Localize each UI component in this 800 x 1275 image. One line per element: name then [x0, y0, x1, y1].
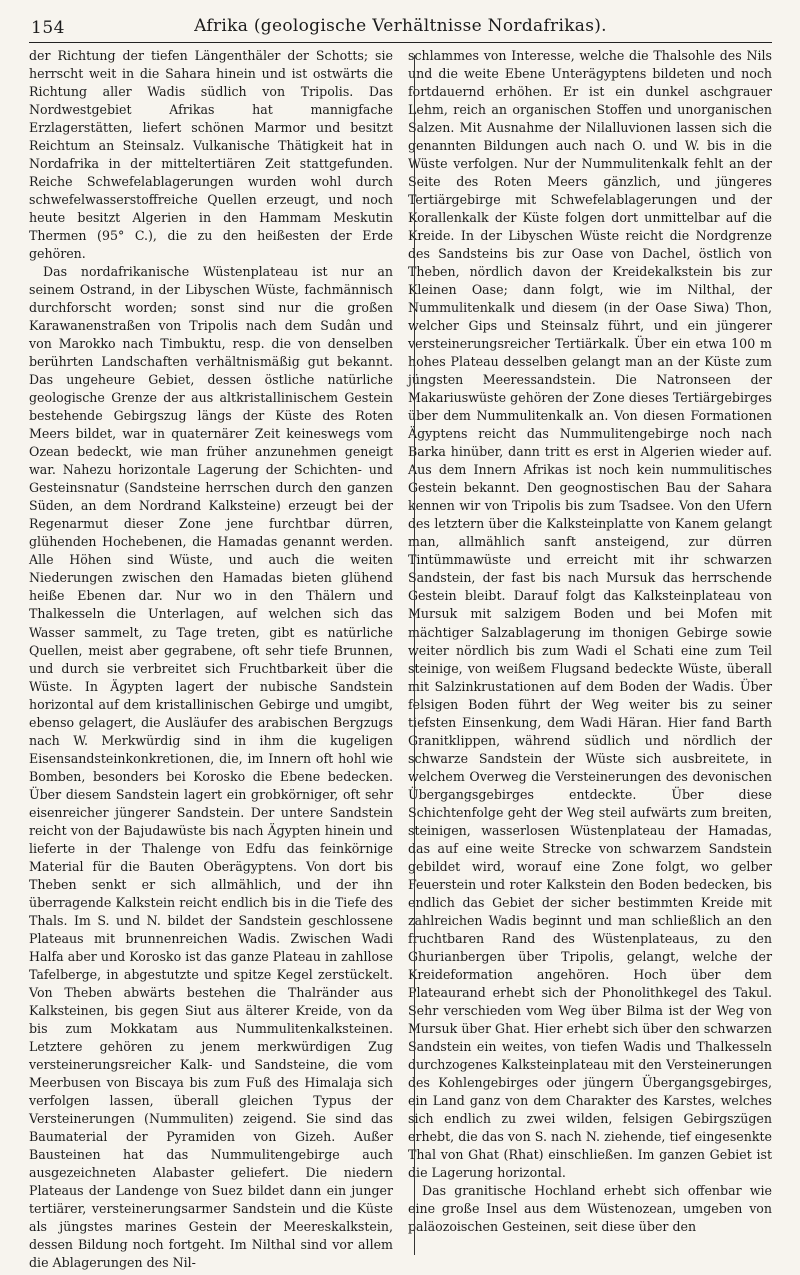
- left-column: [29, 47, 393, 1272]
- left-paragraph-2: Das nordafrikanische Wüstenplateau ist nur an seinem Ostrand, in der Libyschen Wüste, fachmännisch durchforscht worden; sonst sind nur die großen Karawanenstraßen von Tripolis nach dem Sudân und von Marokko nach Timbuktu, resp. die von denselben berührten Landschaften verhältnismäßig gut bekannt. Das ungeheure Gebiet, dessen östliche natürliche geologische Grenze der aus altkristallinischem Gestein bestehende Gebirgszug längs der Küste des Roten Meers bildet, war in quaternärer Zeit keineswegs vom Ozean bedeckt, wie man früher anzunehmen geneigt war. Nahezu horizontale Lagerung der Schichten- und Gesteinsnatur (Sandsteine herrschen durch den ganzen Süden, an dem Nordrand Kalksteine) erzeugt bei der Regenarmut dieser Zone jene furchtbar dürren, glühenden Hochebenen, die Hamadas genannt werden. Alle Höhen sind Wüste, und auch die weiten Niederungen zwischen den Hamadas bieten glühend heiße Ebenen dar. Nur wo in den Thälern und Thalkesseln die Unterlagen, auf welchen sich das Wasser sammelt, zu Tage treten, gibt es natürliche Quellen, meist aber gegrabene, oft sehr tiefe Brunnen, und durch sie verbreitet sich Fruchtbarkeit über die Wüste. In Ägypten lagert der nubische Sandstein horizontal auf dem kristallinischen Gebirge und umgibt, ebenso gelagert, die Ausläufer des arabischen Bergzugs nach W. Merkwürdig sind in ihm die kugeligen Eisensandsteinkonkretionen, die, im Innern oft hohl wie Bomben, besonders bei Korosko die Ebene bedecken. Über diesem Sandstein lagert ein grobkörniger, oft sehr eisenreicher jüngerer Sandstein. Der untere Sandstein reicht von der Bajudawüste bis nach Ägypten hinein und lieferte in der Thalenge von Edfu das feinkörnige Material für die Bauten Oberägyptens. Von dort bis Theben senkt er sich allmählich, und der ihn überragende Kalkstein reicht endlich bis in die Tiefe des Thals. Im S. und N. bildet der Sandstein geschlossene Plateaus mit brunnenreichen Wadis. Zwischen Wadi Halfa aber und Korosko ist das ganze Plateau in zahllose Tafelberge, in abgestutzte und spitze Kegel zerstückelt. Von Theben abwärts bestehen die Thalränder aus Kalksteinen, bis gegen Siut aus älterer Kreide, von da bis zum Mokkatam aus Nummulitenkalksteinen. Letztere gehören zu jenem merkwürdigen Zug versteinerungsreicher Kalk- und Sandsteine, die vom Meerbusen von Biscaya bis zum Fuß des Himalaja sich verfolgen lassen, überall gleichen Typus der Versteinerungen (Nummuliten) zeigend. Sie sind das Baumaterial der Pyramiden von Gizeh. Außer Bausteinen hat das Nummulitengebirge auch ausgezeichneten Alabaster geliefert. Die niedern Plateaus der Landenge von Suez bildet dann ein junger tertiärer, versteinerungsarmer Sandstein und die Küste als jüngstes marines Gestein der Meereskalkstein, dessen Bildung noch fortgeht. Im Nilthal sind vor allem die Ablagerungen des Nil-: [29, 264, 393, 1271]
- right-column: [408, 47, 772, 1272]
- left-paragraph-1: der Richtung der tiefen Längenthäler der Schotts; sie herrscht weit in die Sahara hinein und ist ostwärts die Richtung aller Wadis südlich von Tripolis. Das Nordwestgebiet Afrikas hat mannigfache Erzlagerstätten, liefert schönen Marmor und besitzt Reichtum an Steinsalz. Vulkanische Thätigkeit hat in Nordafrika in der mitteltertiären Zeit stattgefunden. Reiche Schwefelablagerungen wurden wohl durch schwefelwasserstoffreiche Quellen erzeugt, und noch heute besitzt Algerien in den Hammam Meskutin Thermen (95° C.), die zu den heißesten der Erde gehören.: [29, 48, 393, 262]
- page-number: 154: [31, 18, 65, 38]
- running-title: Afrika (geologische Verhältnisse Nordafrikas).: [194, 16, 607, 36]
- right-paragraph-2: Das granitische Hochland erhebt sich offenbar wie eine große Insel aus dem Wüstenozean, umgeben von paläozoischen Gesteinen, seit diese über den: [408, 1182, 772, 1235]
- column-divider: [414, 55, 415, 1255]
- page-header: [29, 8, 772, 43]
- right-paragraph-1: schlammes von Interesse, welche die Thalsohle des Nils und die weite Ebene Unterägyptens bildeten und noch fortdauernd erhöhen. Er ist ein dunkel aschgrauer Lehm, reich an organischen Stoffen und unorganischen Salzen. Mit Ausnahme der Nilalluvionen lassen sich die genannten Bildungen auch nach O. und W. bis in die Wüste verfolgen. Nur der Nummulitenkalk fehlt an der Seite des Roten Meers gänzlich, und jüngeres Tertiärgebirge mit Schwefelablagerungen und der Korallenkalk der Küste folgen dort unmittelbar auf die Kreide. In der Libyschen Wüste reicht die Nordgrenze des Sandsteins bis zur Oase von Dachel, östlich von Theben, nördlich davon der Kreidekalkstein bis zur Kleinen Oase; dann folgt, wie im Nilthal, der Nummulitenkalk und diesem (in der Oase Siwa) Thon, welcher Gips und Steinsalz führt, und ein jüngerer versteinerungsreicher Tertiärkalk. Über ein etwa 100 m hohes Plateau desselben gelangt man an der Küste zum jüngsten Meeressandstein. Die Natronseen der Makariuswüste gehören der Zone dieses Tertiärgebirges über dem Nummulitenkalk an. Von diesen Formationen Ägyptens reicht das Nummulitengebirge noch nach Barka hinüber, dann tritt es erst in Algerien wieder auf. Aus dem Innern Afrikas ist noch kein nummulitisches Gestein bekannt. Den geognostischen Bau der Sahara kennen wir von Tripolis bis zum Tsadsee. Von den Ufern des letztern über die Kalksteinplatte von Kanem gelangt man, allmählich sanft ansteigend, zur dürren Tintümmawüste und erreicht mit ihr schwarzen Sandstein, der fast bis nach Mursuk das herrschende Gestein bleibt. Darauf folgt das Kalksteinplateau von Mursuk mit salzigem Boden und bei Mofen mit mächtiger Salzablagerung im thonigen Gebirge sowie weiter nördlich bis zum Wadi el Schati eine zum Teil steinige, von weißem Flugsand bedeckte Wüste, überall mit Salzinkrustationen auf dem Boden der Wadis. Über felsigen Boden führt der Weg weiter bis zu seiner tiefsten Einsenkung, dem Wadi Häran. Hier fand Barth Granitklippen, während südlich und nördlich der schwarze Sandstein der Wüste sich ausbreitete, in welchem Overweg die Versteinerungen des devonischen Übergangsgebirges entdeckte. Über diese Schichtenfolge geht der Weg steil aufwärts zum breiten, steinigen, wasserlosen Wüstenplateau der Hamadas, das auf eine weite Strecke von schwarzem Sandstein gebildet wird, worauf eine Zone folgt, wo gelber Feuerstein und roter Kalkstein den Boden bedecken, bis endlich das Gebiet der sicher bestimmten Kreide mit zahlreichen Wadis beginnt und man schließlich an den fruchtbaren Rand des Wüstenplateaus, zu den Ghurianbergen über Tripolis, gelangt, welche der Kreideformation angehören. Hoch über dem Plateaurand erhebt sich der Phonolithkegel des Takul. Sehr verschieden vom Weg über Bilma ist der Weg von Mursuk über Ghat. Hier erhebt sich über den schwarzen Sandstein ein weites, von tiefen Wadis und Thalkesseln durchzogenes Kalksteinplateau mit den Versteinerungen des Kohlengebirges oder jüngern Übergangsgebirges, ein Land ganz von dem Charakter des Karstes, welches sich endlich zu zwei wilden, felsigen Gebirgszügen erhebt, die das von S. nach N. ziehende, tief eingesenkte Thal von Ghat (Rhat) einschließen. Im ganzen Gebiet ist die Lagerung horizontal.: [408, 48, 772, 1180]
- text-columns: [29, 47, 772, 1272]
